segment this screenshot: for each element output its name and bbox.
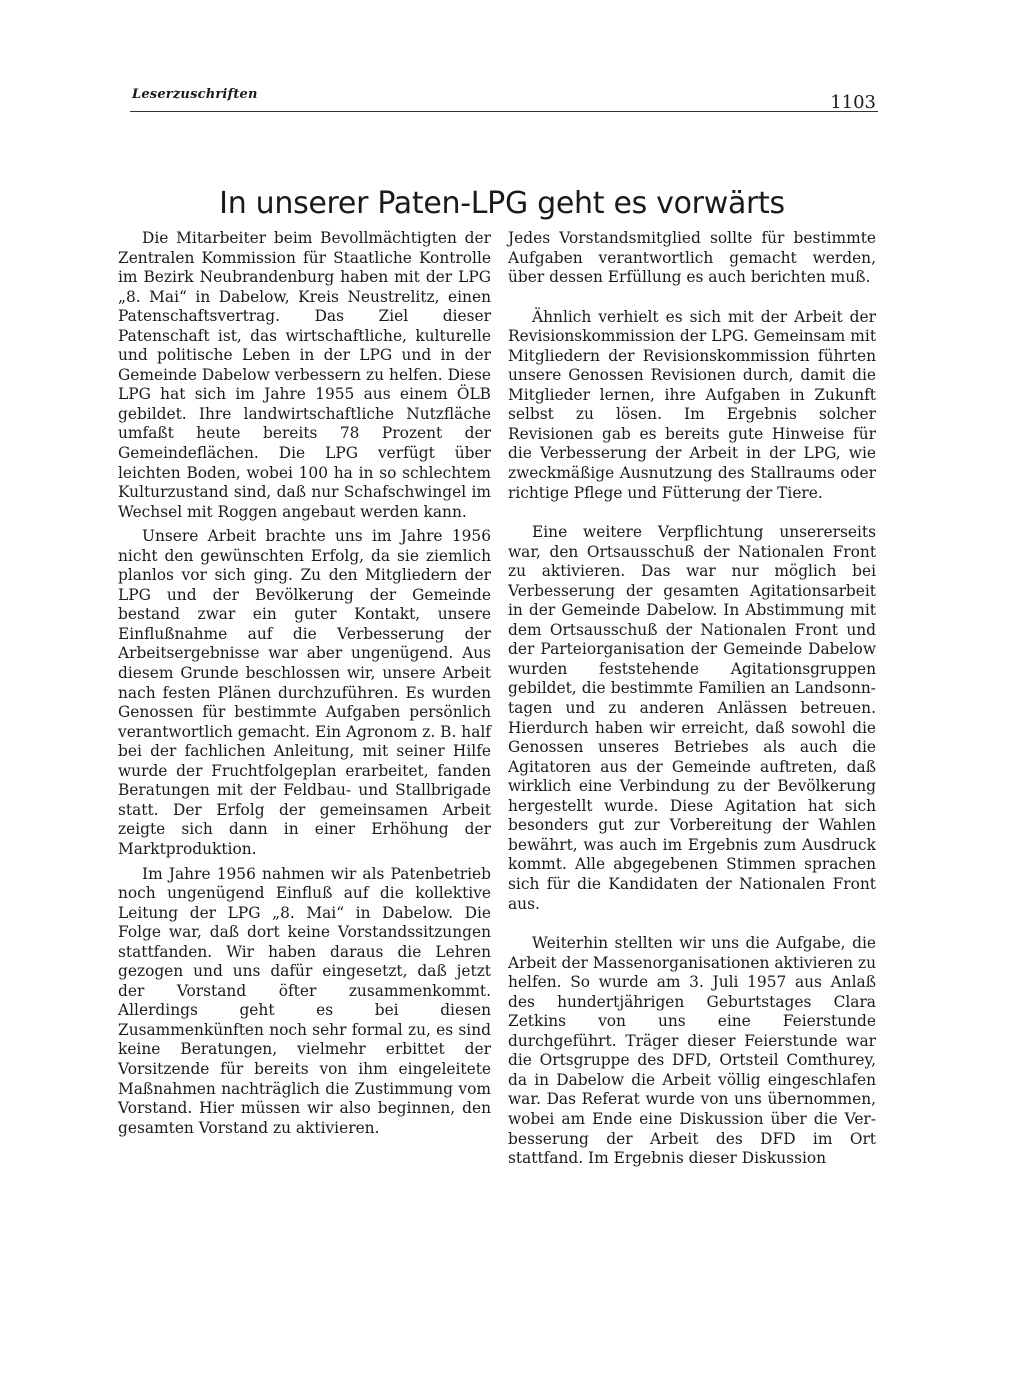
- paragraph: Eine weitere Verpflichtung unsererseits war, den Ortsausschuß der Nationalen Front zu aktivieren. Das war nur möglich bei Verbesserung der gesamten Agitationsarbeit in der Gemeinde Dabelow. In Abstimmung mit dem Ortsausschuß der Nationalen Front und der Parteiorganisation der Gemeinde Dabelow wurden feststehende Agitationsgruppen gebildet, die bestimmte Familien an Landsonntagen und zu anderen Anlässen betreuen. Hierdurch haben wir erreicht, daß sowohl die Genossen unseres Betriebes als auch die Agitatoren aus der Gemeinde auftreten, daß wirklich eine Verbindung zu der Bevölkerung hergestellt wurde. Diese Agitation hat sich besonders gut zur Vorbereitung der Wahlen bewährt, was auch im Ergebnis zum Ausdruck kommt. Alle abgegebenen Stimmen sprachen sich für die Kandidaten der Nationalen Front aus.: [508, 523, 876, 913]
- paragraph: Die Mitarbeiter beim Bevollmächtigten der Zentralen Kommission für Staatliche Kontrolle im Bezirk Neubrandenburg haben mit der LPG „8. Mai“ in Dabelow, Kreis Neustrelitz, einen Patenschaftsvertrag. Das Ziel dieser Patenschaft ist, das wirtschaftliche, kulturelle und politische Leben in der LPG und in der Gemeinde Dabelow verbessern zu helfen. Diese LPG hat sich im Jahre 1955 aus einem ÖLB gebildet. Ihre landwirtschaftliche Nutzfläche umfaßt heute bereits 78 Prozent der Gemeindeflächen. Die LPG verfügt über leichten Boden, wobei 100 ha in so schlechtem Kulturzustand sind, daß nur Schafschwingel im Wechsel mit Roggen angebaut werden kann.: [118, 229, 491, 521]
- left-column: [118, 229, 491, 1138]
- paragraph: Ähnlich verhielt es sich mit der Arbeit der Revisionskommission der LPG. Gemeinsam mit Mitgliedern der Revisionskommission führten unsere Genossen Revisionen durch, damit die Mitglieder lernen, ihre Aufgaben in Zukunft selbst zu lösen. Im Ergebnis solcher Revisionen gab es bereits gute Hinweise für die Verbesserung der Arbeit in der LPG, wie zweckmäßige Ausnutzung des Stallraums oder richtige Pflege und Fütterung der Tiere.: [508, 307, 876, 502]
- paragraph: Im Jahre 1956 nahmen wir als Patenbetrieb noch ungenügend Einfluß auf die kollektive Leitung der LPG „8. Mai“ in Dabelow. Die Folge war, daß dort keine Vorstandssitzungen stattfanden. Wir haben daraus die Lehren gezogen und uns dafür eingesetzt, daß jetzt der Vorstand öfter zusammenkommt. Allerdings geht es bei diesen Zusammenkünften noch sehr formal zu, es sind keine Beratungen, vielmehr erbittet der Vorsitzende für bereits von ihm eingeleitete Maßnahmen nachträglich die Zustimmung vom Vorstand. Hier müssen wir also beginnen, den gesamten Vorstand zu aktivieren.: [118, 864, 491, 1137]
- paragraph: Jedes Vorstandsmitglied sollte für bestimmte Aufgaben verantwortlich gemacht werden, über dessen Erfüllung es auch berichten muß.: [508, 229, 876, 287]
- right-column: [508, 229, 876, 1169]
- page-number: 1103: [830, 92, 876, 113]
- paragraph: Unsere Arbeit brachte uns im Jahre 1956 nicht den gewünschten Erfolg, da sie ziemlich planlos vor sich ging. Zu den Mitgliedern der LPG und der Bevölkerung der Gemeinde bestand zwar ein guter Kontakt, unsere Einflußnahme auf die Verbesserung der Arbeitsergebnisse war aber ungenügend. Aus diesem Grunde beschlossen wir, unsere Arbeit nach festen Plänen durchzuführen. Es wurden Genossen für bestimmte Aufgaben persönlich verantwortlich gemacht. Ein Agronom z. B. half bei der fachlichen Anleitung, mit seiner Hilfe wurde der Fruchtfolgeplan erarbeitet, fanden Beratungen mit der Feldbau- und Stallbrigade statt. Der Erfolg der gemeinsamen Arbeit zeigte sich dann in einer Erhöhung der Marktproduktion.: [118, 527, 491, 858]
- header-rule: [130, 111, 878, 112]
- paragraph: Weiterhin stellten wir uns die Aufgabe, die Arbeit der Massenorganisationen aktivieren zu helfen. So wurde am 3. Juli 1957 aus Anlaß des hundertjährigen Geburtstages Clara Zetkins von uns eine Feierstunde durchgeführt. Träger dieser Feierstunde war die Ortsgruppe des DFD, Ortsteil Comthurey, da in Dabelow die Arbeit völlig eingeschlafen war. Das Referat wurde von uns übernommen, wobei am Ende eine Diskussion über die Verbesserung der Arbeit des DFD im Ort stattfand. Im Ergebnis dieser Diskussion: [508, 934, 876, 1168]
- article-title: In unserer Paten-LPG geht es vorwärts: [219, 186, 785, 222]
- section-label: Leserzuschriften: [132, 87, 258, 102]
